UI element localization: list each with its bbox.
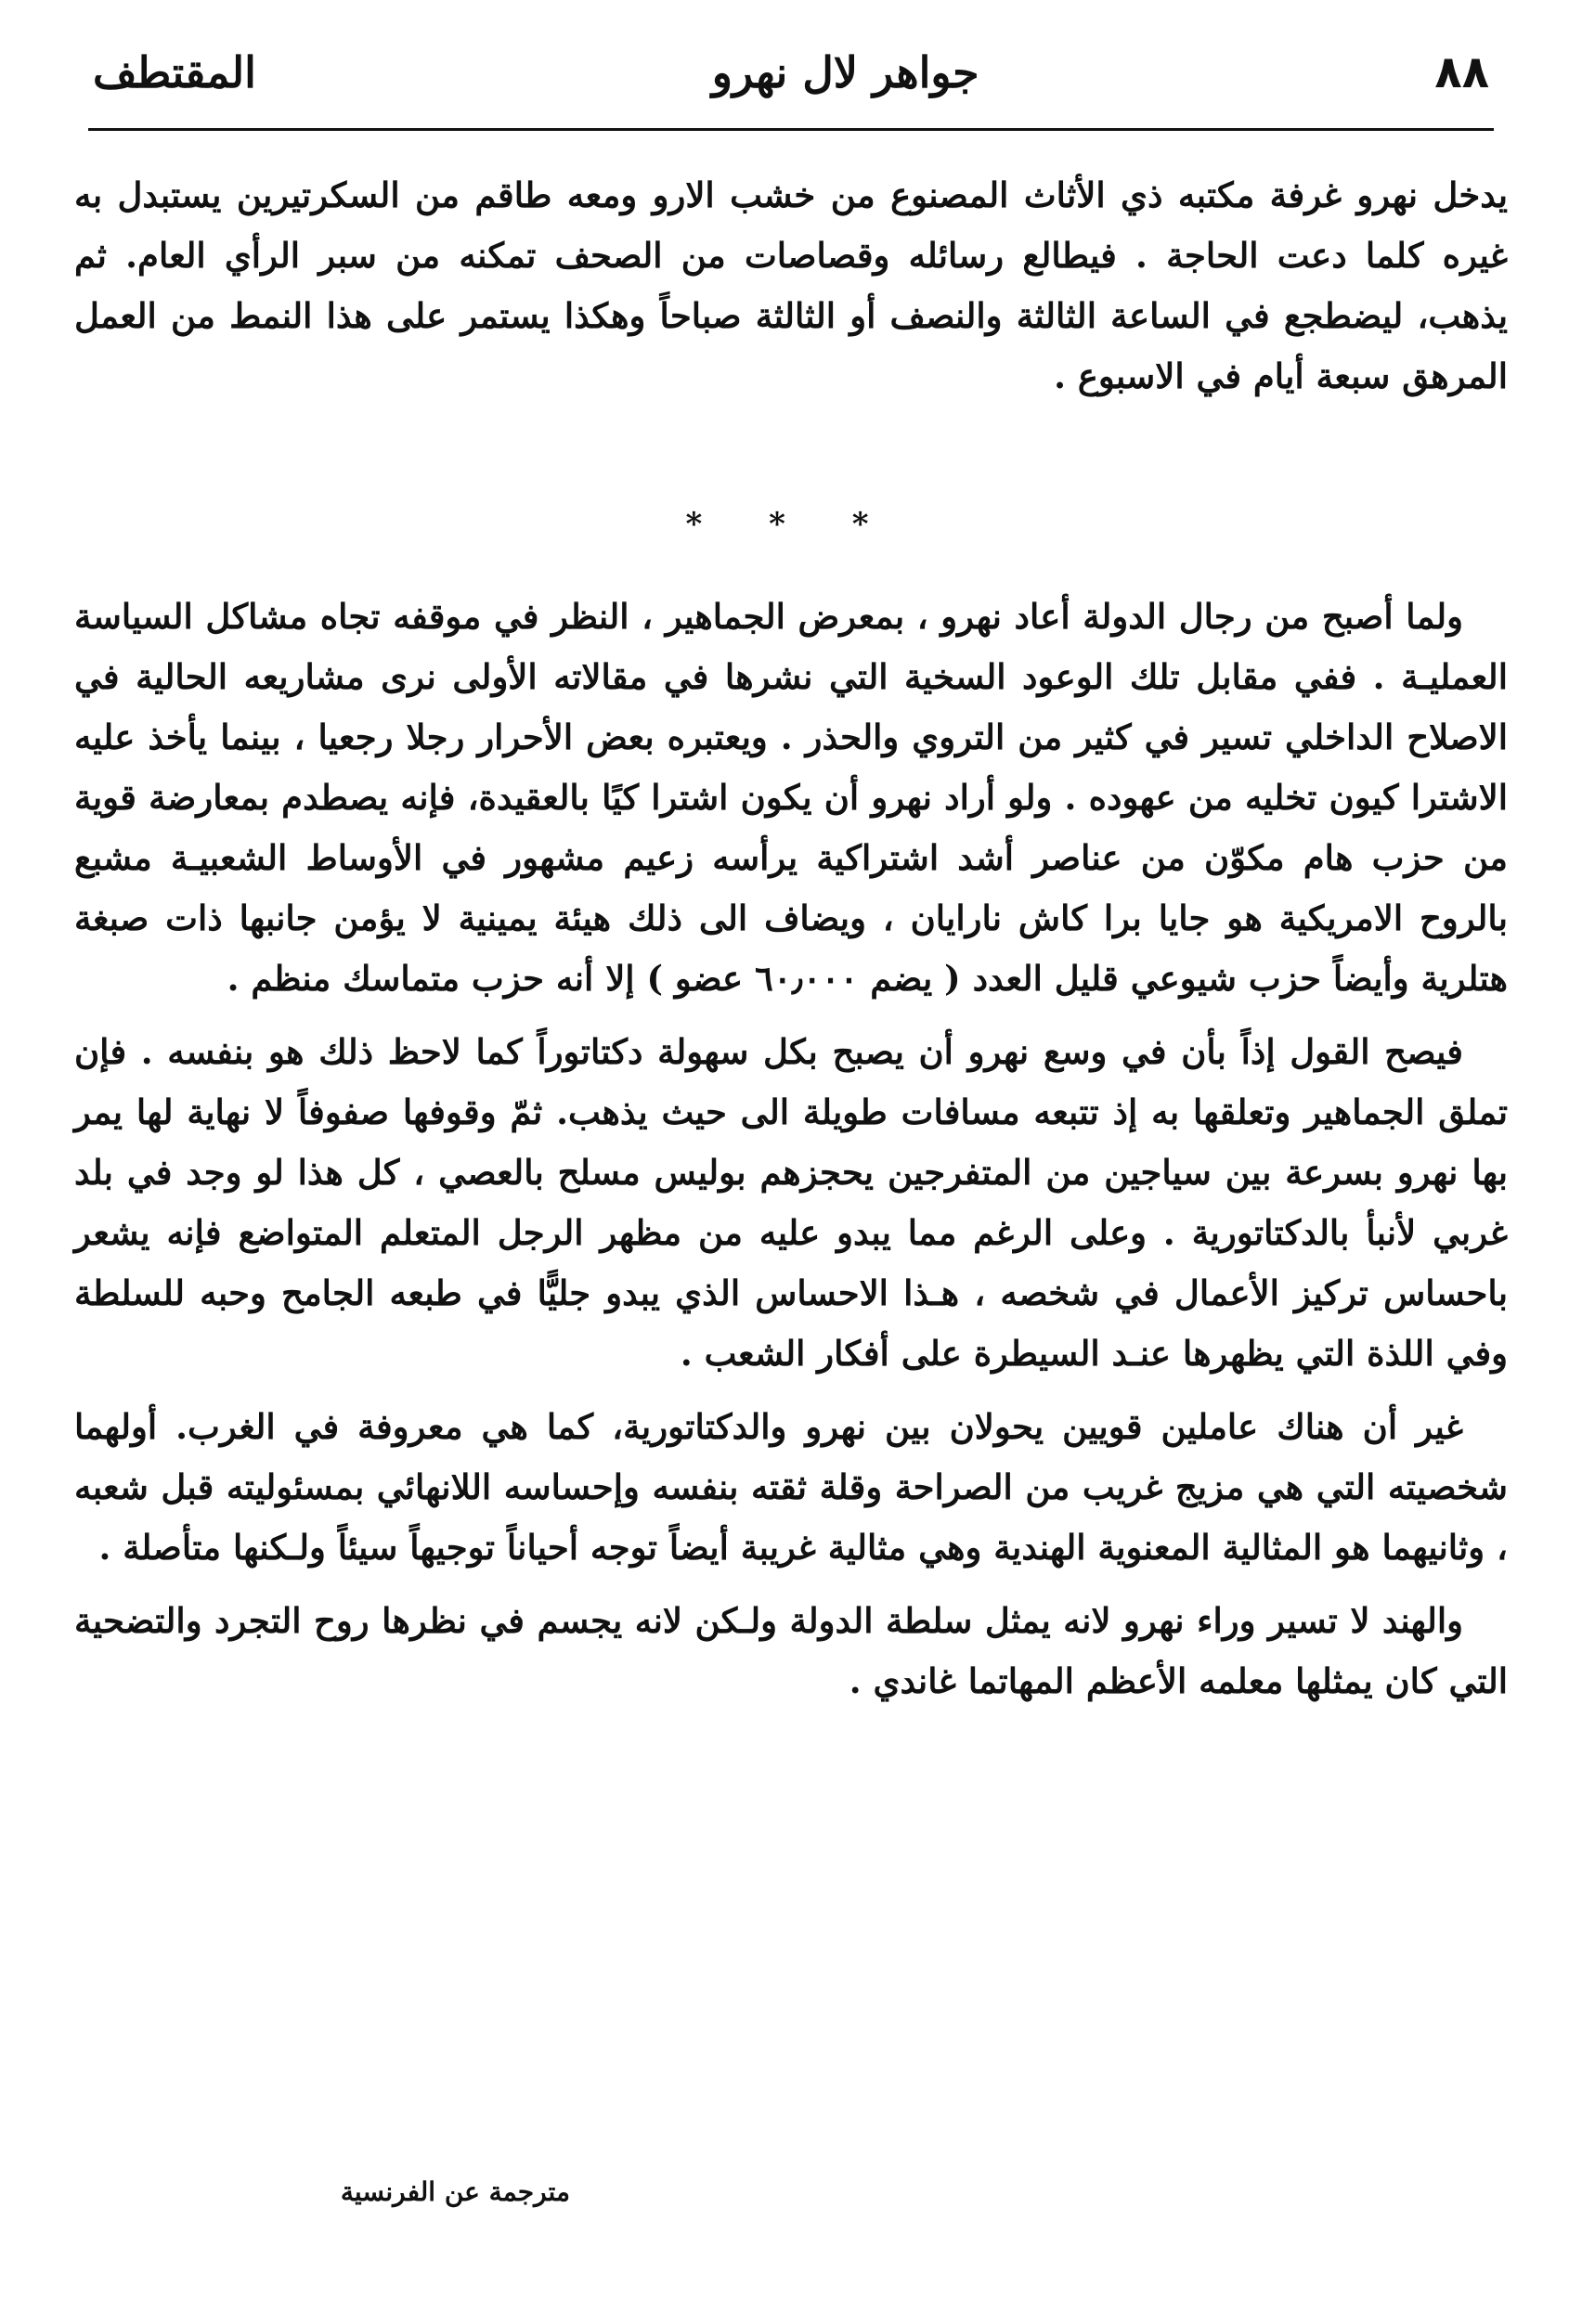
body-paragraph: يدخل نهرو غرفة مكتبه ذي الأثاث المصنوع من خشب الارو ومعه طاقم من السكرتيرين يستبدل به غيره كلما دعت الحاجة . فيطالع رسائله وقصاصات من الصحف تمكنه من سبر الرأي العام. ثم يذهب، ليضطجع في الساعة الثالثة والنصف أو الثالثة صباحاً وهكذا يستمر على هذا النمط من العمل المرهق سبعة أيام في الاسبوع .	[74, 174, 1508, 396]
opening-section	[74, 165, 1508, 407]
body-paragraph: غير أن هناك عاملين قويين يحولان بين نهرو والدكتاتورية، كما هي معروفة في الغرب. أولهما شخصيته التي هي مزيج غريب من الصراحة وقلة ثقته بنفسه وإحساسه اللانهائي بمسئوليته قبل شعبه ، وثانيهما هو المثالية المعنوية الهندية وهي مثالية غريبة أيضاً توجه أحياناً توجيهاً سيئاً ولـكنها متأصلة .	[74, 1406, 1508, 1568]
main-section	[74, 587, 1508, 1711]
translation-note: مترجمة عن الفرنسية	[340, 2176, 570, 2207]
journal-name: المقتطف	[93, 47, 256, 97]
page-header	[93, 35, 1489, 110]
body-paragraph: والهند لا تسير وراء نهرو لانه يمثل سلطة الدولة ولـكن لانه يجسم في نظرها روح التجرد والتضحية التي كان يمثلها معلمه الأعظم المهاتما غاندي .	[74, 1600, 1508, 1701]
body-paragraph: ولما أصبح من رجال الدولة أعاد نهرو ، بمعرض الجماهير ، النظر في موقفه تجاه مشاكل السياسة العمليـة . ففي مقابل تلك الوعود السخية التي نشرها في مقالاته الأولى نرى مشاريعه الحالية في الاصلاح الداخلي تسير في كثير من التروي والحذر . ويعتبره بعض الأحرار رجلا رجعيا ، بينما يأخذ عليه الاشترا كيون تخليه من عهوده . ولو أراد نهرو أن يكون اشترا كيًا بالعقيدة، فإنه يصطدم بمعارضة قوية من حزب هام مكوّن من عناصر أشد اشتراكية يرأسه زعيم مشهور في الأوساط الشعبيـة مشبع بالروح الامريكية هو جايا برا كاش نارايان ، ويضاف الى ذلك هيئة يمينية لا يؤمن جانبها ذات صبغة هتلرية وأيضاً حزب شيوعي قليل العدد ( يضم ٦٠٫٠٠٠ عضو ) إلا أنه حزب متماسك منظم .	[74, 596, 1508, 999]
page-number: ٨٨	[1434, 46, 1489, 98]
section-separator: * * *	[685, 506, 897, 543]
header-rule	[88, 128, 1494, 131]
body-paragraph: فيصح القول إذاً بأن في وسع نهرو أن يصبح بكل سهولة دكتاتوراً كما لاحظ ذلك هو بنفسه . فإن تملق الجماهير وتعلقها به إذ تتبعه مسافات طويلة الى حيث يذهب. ثمّ وقوفها صفوفاً لا نهاية لها يمر بها نهرو بسرعة بين سياجين من المتفرجين يحجزهم بوليس مسلح بالعصي ، كل هذا لو وجد في بلد غربي لأنبأ بالدكتاتورية . وعلى الرغم مما يبدو عليه من مظهر الرجل المتعلم المتواضع فإنه يشعر باحساس تركيز الأعمال في شخصه ، هـذا الاحساس الذي يبدو جليًّا في طبعه الجامح وحبه للسلطة وفي اللذة التي يظهرها عنـد السيطرة على أفكار الشعب .	[74, 1031, 1508, 1374]
article-title: جواهر لال نهرو	[711, 47, 979, 97]
